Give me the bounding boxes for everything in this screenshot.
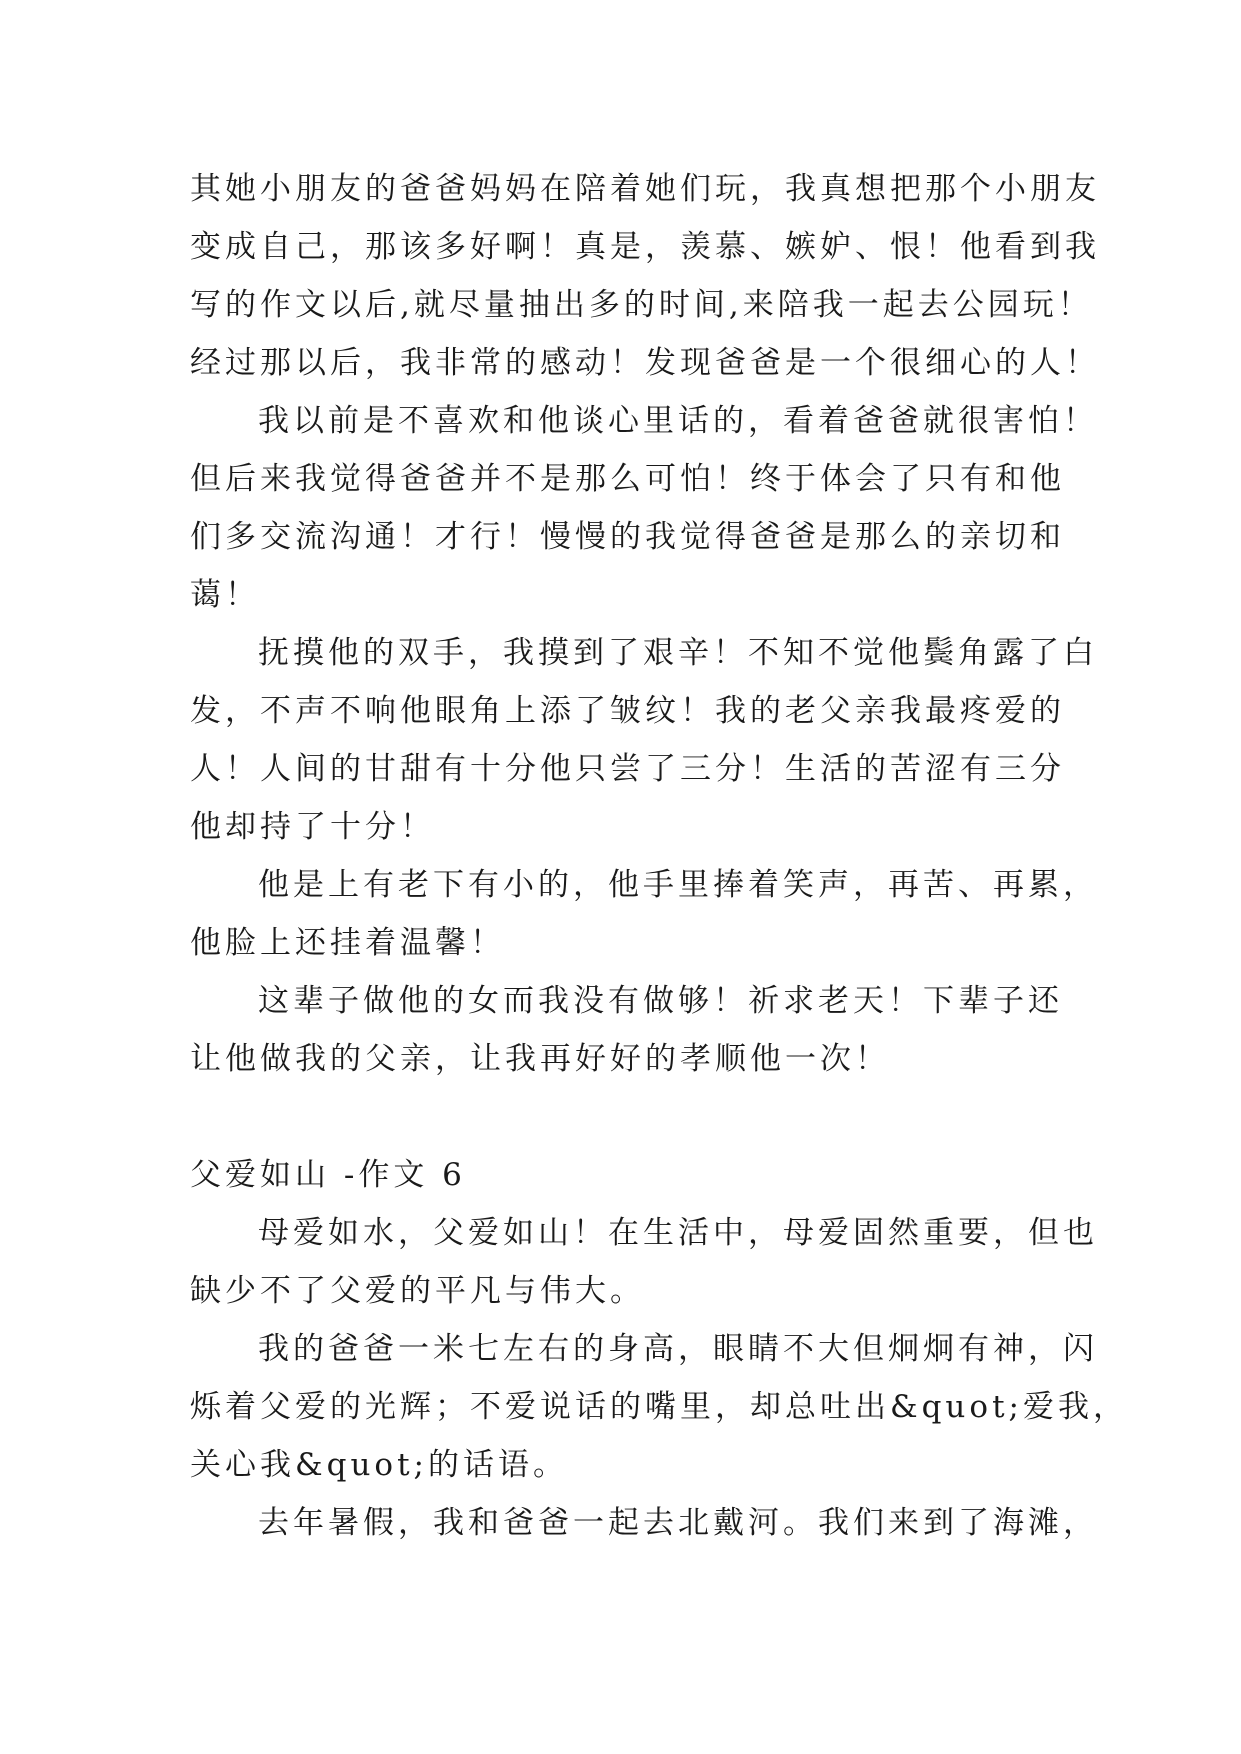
paragraph-first-line: 我以前是不喜欢和他谈心里话的，看着爸爸就很害怕！ — [258, 403, 1098, 439]
text-line: 烁着父爱的光辉；不爱说话的嘴里，却总吐出&quot;爱我， — [190, 1389, 1128, 1425]
section-gap — [190, 1088, 1060, 1146]
text-line: 其她小朋友的爸爸妈妈在陪着她们玩，我真想把那个小朋友 — [190, 171, 1100, 207]
text-line: 经过那以后，我非常的感动！发现爸爸是一个很细心的人！ — [190, 345, 1100, 381]
section-heading: 父爱如山 -作文 6 — [190, 1157, 466, 1193]
paragraph-first-line: 这辈子做他的女而我没有做够！祈求老天！下辈子还 — [258, 983, 1063, 1019]
paragraph-first-line: 去年暑假，我和爸爸一起去北戴河。我们来到了海滩， — [258, 1505, 1098, 1541]
text-line: 他却持了十分！ — [190, 809, 435, 845]
text-line: 写的作文以后,就尽量抽出多的时间,来陪我一起去公园玩！ — [190, 287, 1093, 323]
text-line: 变成自己，那该多好啊！真是，羡慕、嫉妒、恨！他看到我 — [190, 229, 1100, 265]
text-line: 们多交流沟通！才行！慢慢的我觉得爸爸是那么的亲切和 — [190, 519, 1065, 555]
paragraph-first-line: 母爱如水，父爱如山！在生活中，母爱固然重要，但也 — [258, 1215, 1098, 1251]
text-line: 发，不声不响他眼角上添了皱纹！我的老父亲我最疼爱的 — [190, 693, 1065, 729]
text-line: 他脸上还挂着温馨！ — [190, 925, 505, 961]
text-line: 人！人间的甘甜有十分他只尝了三分！生活的苦涩有三分 — [190, 751, 1065, 787]
paragraph-first-line: 抚摸他的双手，我摸到了艰辛！不知不觉他鬓角露了白 — [258, 635, 1098, 671]
text-line: 蔼！ — [190, 577, 260, 613]
text-line: 缺少不了父爱的平凡与伟大。 — [190, 1273, 645, 1309]
document-body — [190, 160, 1128, 1552]
text-line: 但后来我觉得爸爸并不是那么可怕！终于体会了只有和他 — [190, 461, 1065, 497]
paragraph-first-line: 他是上有老下有小的，他手里捧着笑声，再苦、再累， — [258, 867, 1098, 903]
text-line: 关心我&quot;的话语。 — [190, 1447, 568, 1483]
paragraph-first-line: 我的爸爸一米七左右的身高，眼睛不大但炯炯有神，闪 — [258, 1331, 1098, 1367]
text-line: 让他做我的父亲，让我再好好的孝顺他一次！ — [190, 1041, 890, 1077]
